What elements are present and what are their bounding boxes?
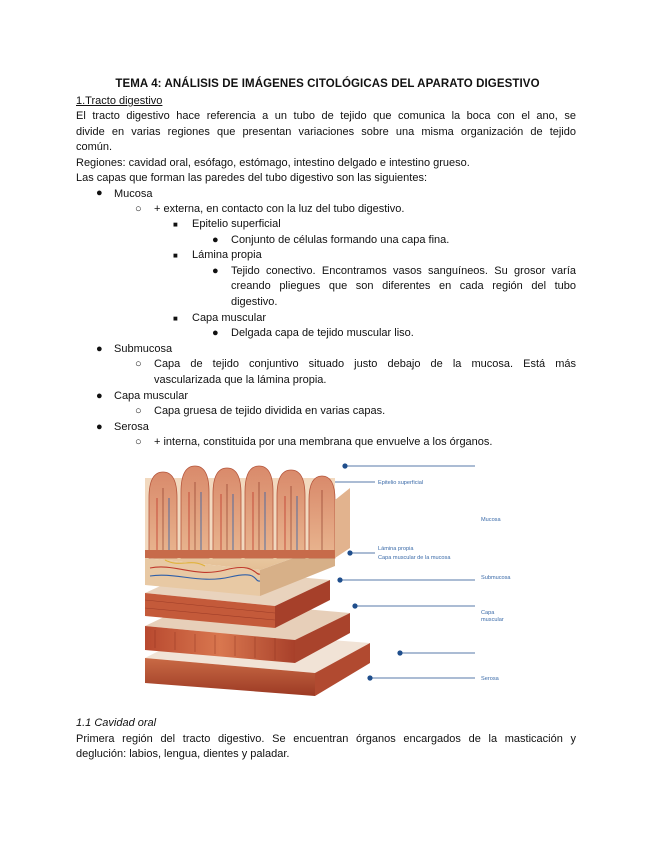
label-capa-muscular: muscular — [481, 617, 504, 623]
bullet-dot: ● — [96, 421, 103, 433]
paragraph-line: Primera región del tracto digestivo. Se encuentran órganos encargados de la masticación y — [76, 733, 576, 745]
mucosa-villi — [145, 466, 350, 558]
list-item-capa-muscular: Capa muscular — [114, 390, 188, 402]
paragraph-line: común. — [76, 141, 113, 153]
list-item-capa-muscular-mucosa: Capa muscular — [192, 312, 266, 324]
list-item-lamina-desc: creando pliegues que son diferentes en cada región del tubo — [231, 280, 576, 292]
muscularis-mucosa-band — [145, 550, 335, 558]
list-item-serosa: Serosa — [114, 421, 149, 433]
bullet-square: ■ — [173, 251, 178, 260]
bullet-dot: ● — [212, 265, 219, 277]
list-item-submucosa: Submucosa — [114, 343, 173, 355]
label-capa-musc-mucosa: Capa muscular de la mucosa — [378, 555, 451, 561]
section-heading-cavidad-oral: 1.1 Cavidad oral — [76, 717, 157, 729]
label-submucosa: Submucosa — [481, 575, 511, 581]
bullet-circle: ○ — [135, 358, 142, 370]
bullet-dot: ● — [96, 187, 103, 199]
label-mucosa: Mucosa — [481, 517, 501, 523]
bullet-dot: ● — [96, 390, 103, 402]
bullet-circle: ○ — [135, 203, 142, 215]
list-item-epitelio-desc: Conjunto de células formando una capa fina. — [231, 234, 450, 246]
bullet-dot: ● — [96, 343, 103, 355]
list-item-serosa-desc: + interna, constituida por una membrana que envuelve a los órganos. — [154, 436, 493, 448]
list-item-mucosa-desc: + externa, en contacto con la luz del tubo digestivo. — [154, 203, 405, 215]
list-item-epitelio: Epitelio superficial — [192, 218, 281, 230]
paragraph-line: divide en varias regiones que presentan variaciones sobre una misma organización de tejido — [76, 126, 576, 138]
list-item-lamina-desc: Tejido conectivo. Encontramos vasos sanguíneos. Su grosor varía — [231, 265, 576, 277]
bullet-dot: ● — [212, 234, 219, 246]
paragraph-line: El tracto digestivo hace referencia a un tubo de tejido que comunica la boca con el ano, se — [76, 110, 576, 122]
list-item-lamina: Lámina propia — [192, 249, 262, 261]
list-item-submucosa-desc: Capa de tejido conjuntivo situado justo debajo de la mucosa. Está más — [154, 358, 576, 370]
bullet-circle: ○ — [135, 436, 142, 448]
paragraph-capas: Las capas que forman las paredes del tubo digestivo son las siguientes: — [76, 172, 427, 184]
bullet-circle: ○ — [135, 405, 142, 417]
list-item-lamina-desc: digestivo. — [231, 296, 278, 308]
label-lamina: Lámina propia — [378, 546, 414, 552]
bullet-dot: ● — [212, 327, 219, 339]
bullet-square: ■ — [173, 220, 178, 229]
digestive-wall-figure — [145, 458, 515, 698]
list-item-submucosa-desc: vascularizada que la lámina propia. — [154, 374, 327, 386]
label-serosa: Serosa — [481, 676, 499, 682]
paragraph-line: deglución: labios, lengua, dientes y paladar. — [76, 748, 290, 760]
section-heading-tracto: 1.Tracto digestivo — [76, 95, 163, 107]
list-item-mucosa: Mucosa — [114, 188, 153, 200]
list-item-capa-muscular-desc: Delgada capa de tejido muscular liso. — [231, 327, 414, 339]
paragraph-regiones: Regiones: cavidad oral, esófago, estómago, intestino delgado e intestino grueso. — [76, 157, 470, 169]
document-title: TEMA 4: ANÁLISIS DE IMÁGENES CITOLÓGICAS DEL APARATO DIGESTIVO — [115, 78, 540, 90]
list-item-capa-muscular-desc: Capa gruesa de tejido dividida en varias capas. — [154, 405, 386, 417]
label-epitelio: Epitelio superficial — [378, 480, 424, 486]
label-capa-muscular: Capa — [481, 610, 495, 616]
bullet-square: ■ — [173, 314, 178, 323]
